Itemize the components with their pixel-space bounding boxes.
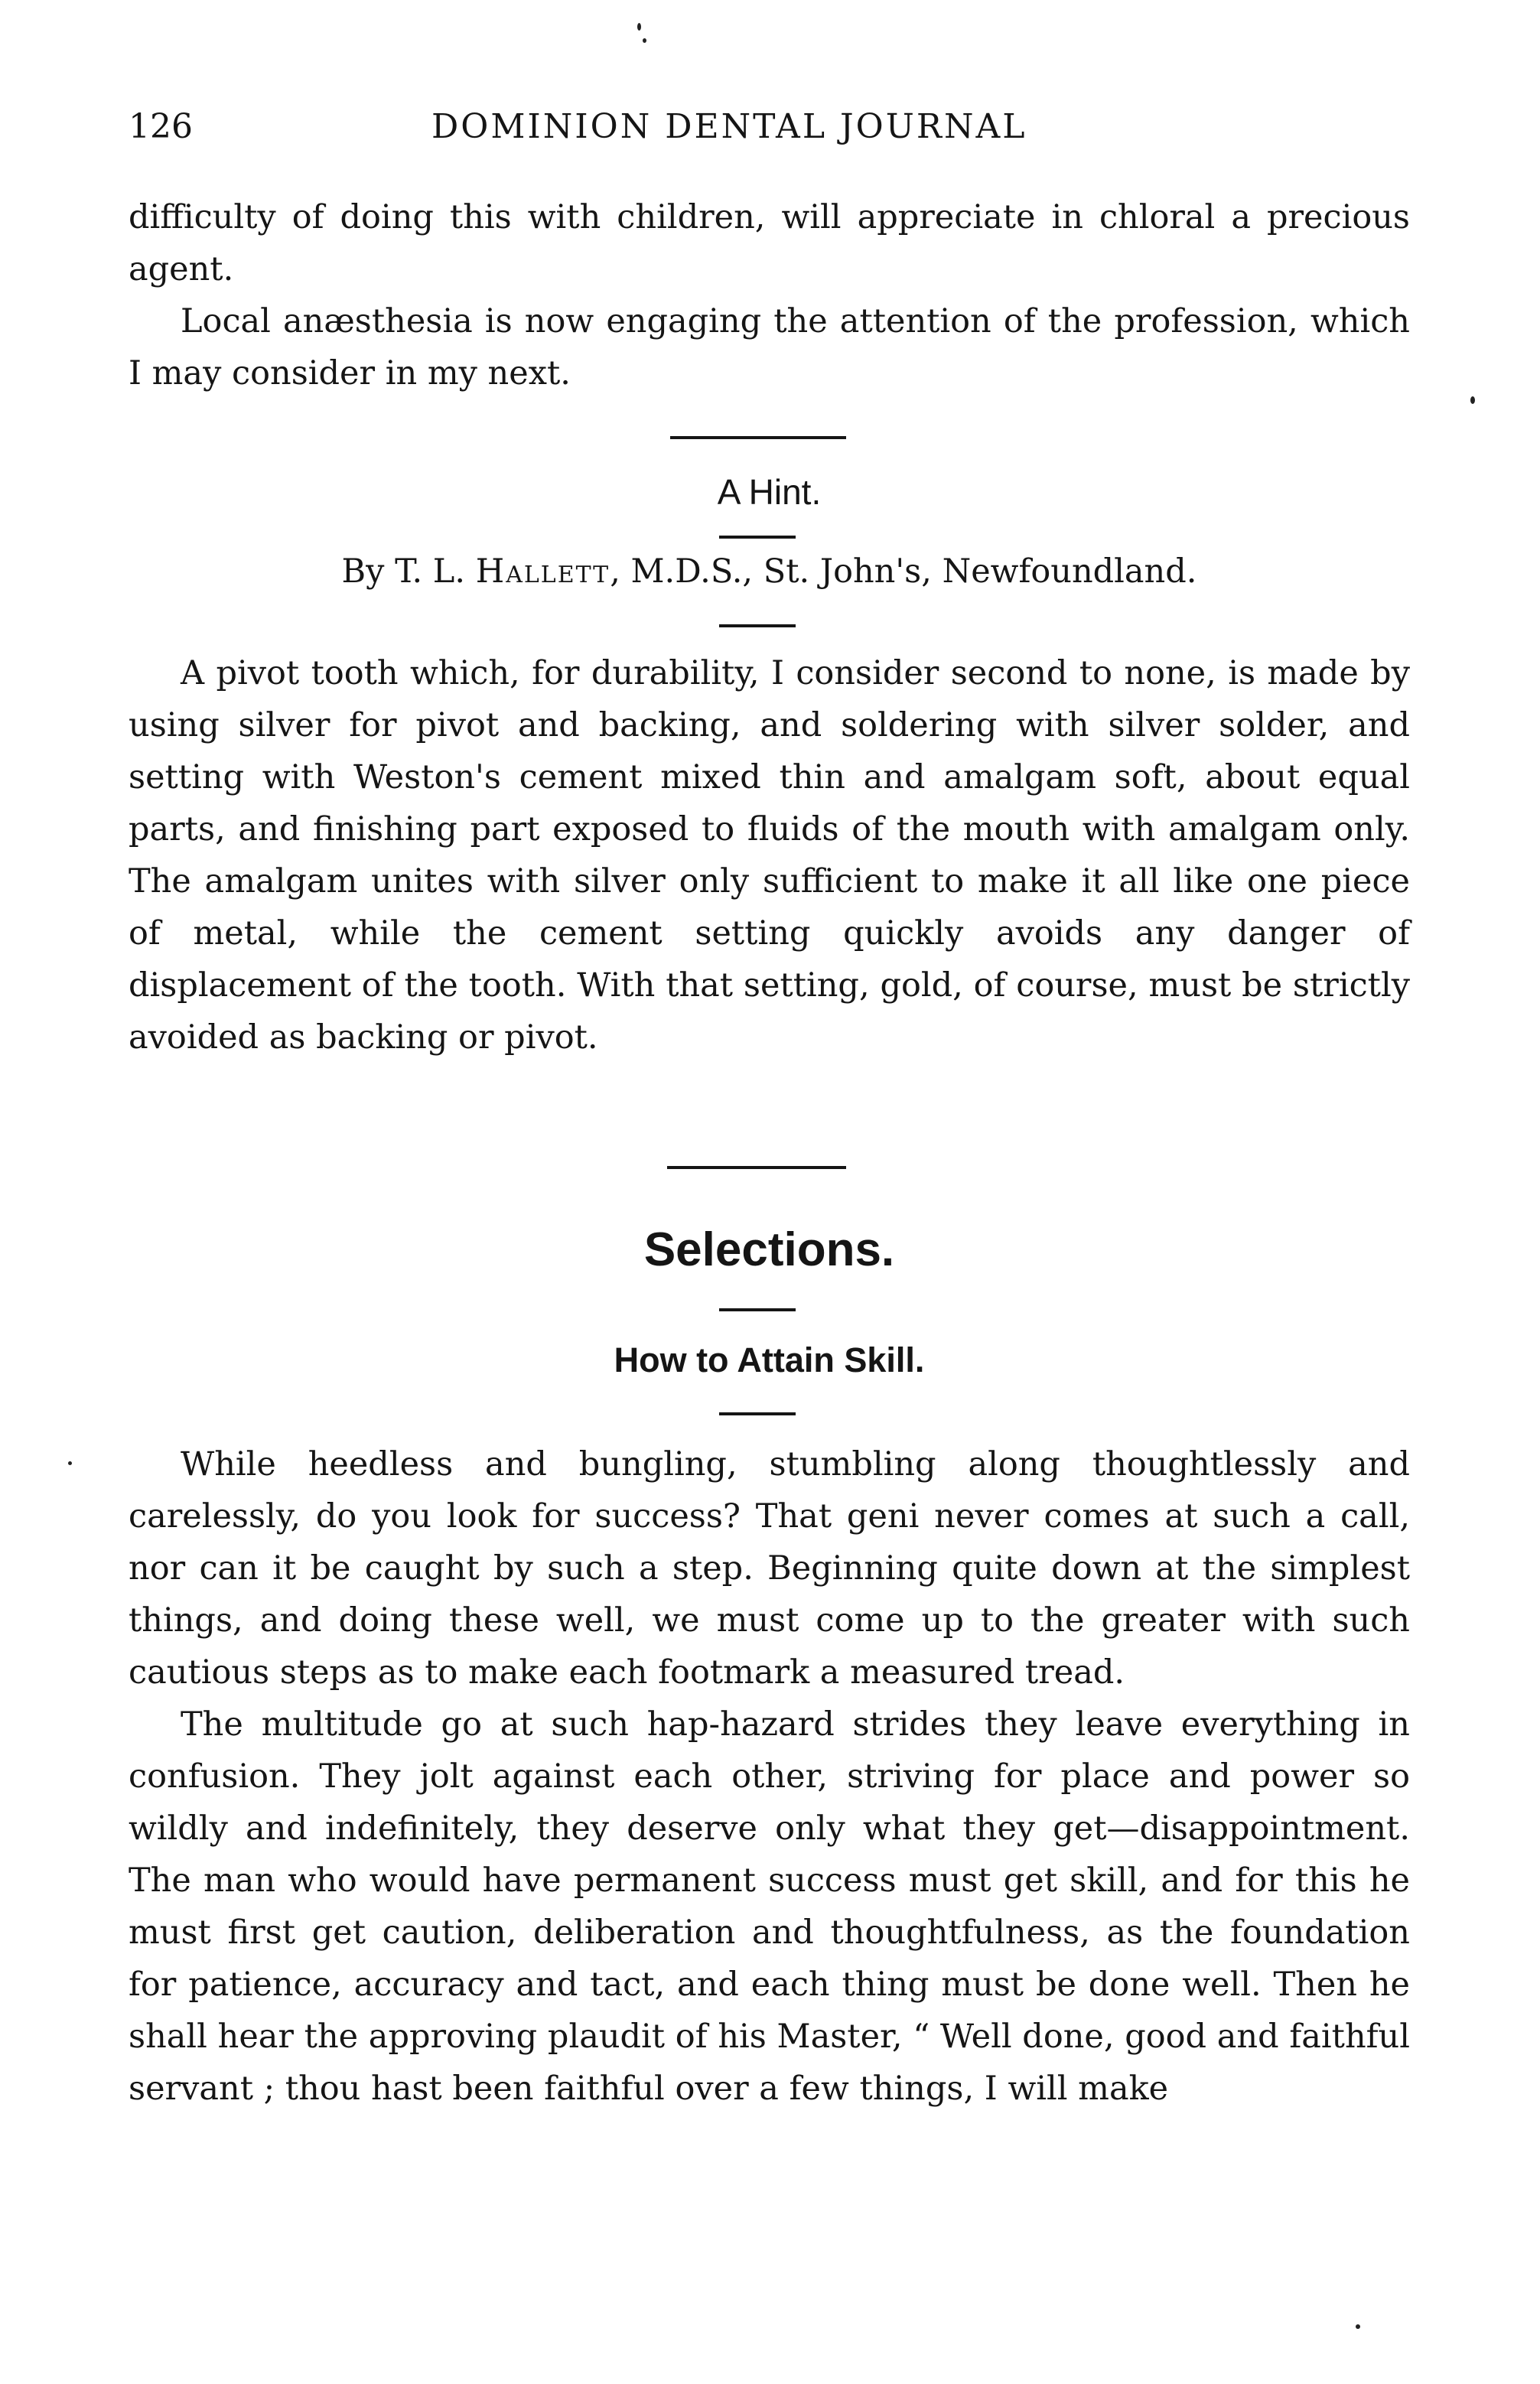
byline (129, 552, 1410, 591)
paragraph: Local anæsthesia is now engaging the attention of the profession, which I may consider in my next. (129, 302, 1410, 392)
byline-suffix: , M.D.S., St. John's, Newfoundland. (610, 552, 1197, 591)
scan-speck (1356, 2324, 1360, 2329)
title-divider (719, 1412, 796, 1415)
paragraph: While heedless and bungling, stumbling along thoughtlessly and carelessly, do you look for success? That geni never comes at such a call, nor can it be caught by such a step. Beginning quite down at the simplest things, and doing these well, we must come up to the greater with such cautious steps as to make each footmark a measured tread. (129, 1445, 1410, 1692)
byline-prefix: By T. L. (341, 552, 476, 591)
selections-body (129, 1438, 1410, 2115)
author-name: Hallett (475, 552, 610, 591)
continued-text (129, 191, 1410, 399)
scan-speck (637, 23, 641, 31)
journal-title: DOMINION DENTAL JOURNAL (431, 107, 1027, 146)
hint-body (129, 647, 1410, 1063)
section-title: Selections. (643, 1223, 895, 1276)
paragraph: The multitude go at such hap-hazard strides they leave everything in confusion. They jolt against each other, striving for place and power so wildly and indefinitely, they deserve only what they get—disappointment. The man who would have permanent success must get skill, and for this he must first get caution, deliberation and thoughtfulness, as the foundation for patience, accuracy and tact, and each thing must be done well. Then he shall hear the approving plaudit of his Master, “ Well done, good and faithful servant ; thou hast been faithful over a few things, I will make (129, 1705, 1410, 2108)
byline-divider (719, 624, 796, 627)
title-divider (719, 1308, 796, 1311)
section-divider (667, 1166, 846, 1169)
article-title: How to Attain Skill. (614, 1340, 925, 1379)
running-header (129, 107, 1414, 153)
title-divider (719, 536, 796, 539)
page-number: 126 (129, 107, 193, 146)
section-divider (670, 436, 846, 439)
scan-speck (1470, 396, 1475, 404)
article-title: A Hint. (717, 472, 822, 512)
scan-speck (643, 38, 646, 43)
paragraph: A pivot tooth which, for durability, I consider second to none, is made by using silver for pivot and backing, and soldering with silver solder, and setting with Weston's cement mixed thin and amalgam soft, about equal parts, and finishing part exposed to fluids of the mouth with amalgam only. The amalgam unites with silver only sufficient to make it all like one piece of metal, while the cement setting quickly avoids any danger of displacement of the tooth. With that setting, gold, of course, must be strictly avoided as backing or pivot. (129, 654, 1410, 1057)
scan-speck (68, 1461, 72, 1465)
paragraph: difficulty of doing this with children, will appreciate in chloral a precious agent. (129, 198, 1410, 288)
